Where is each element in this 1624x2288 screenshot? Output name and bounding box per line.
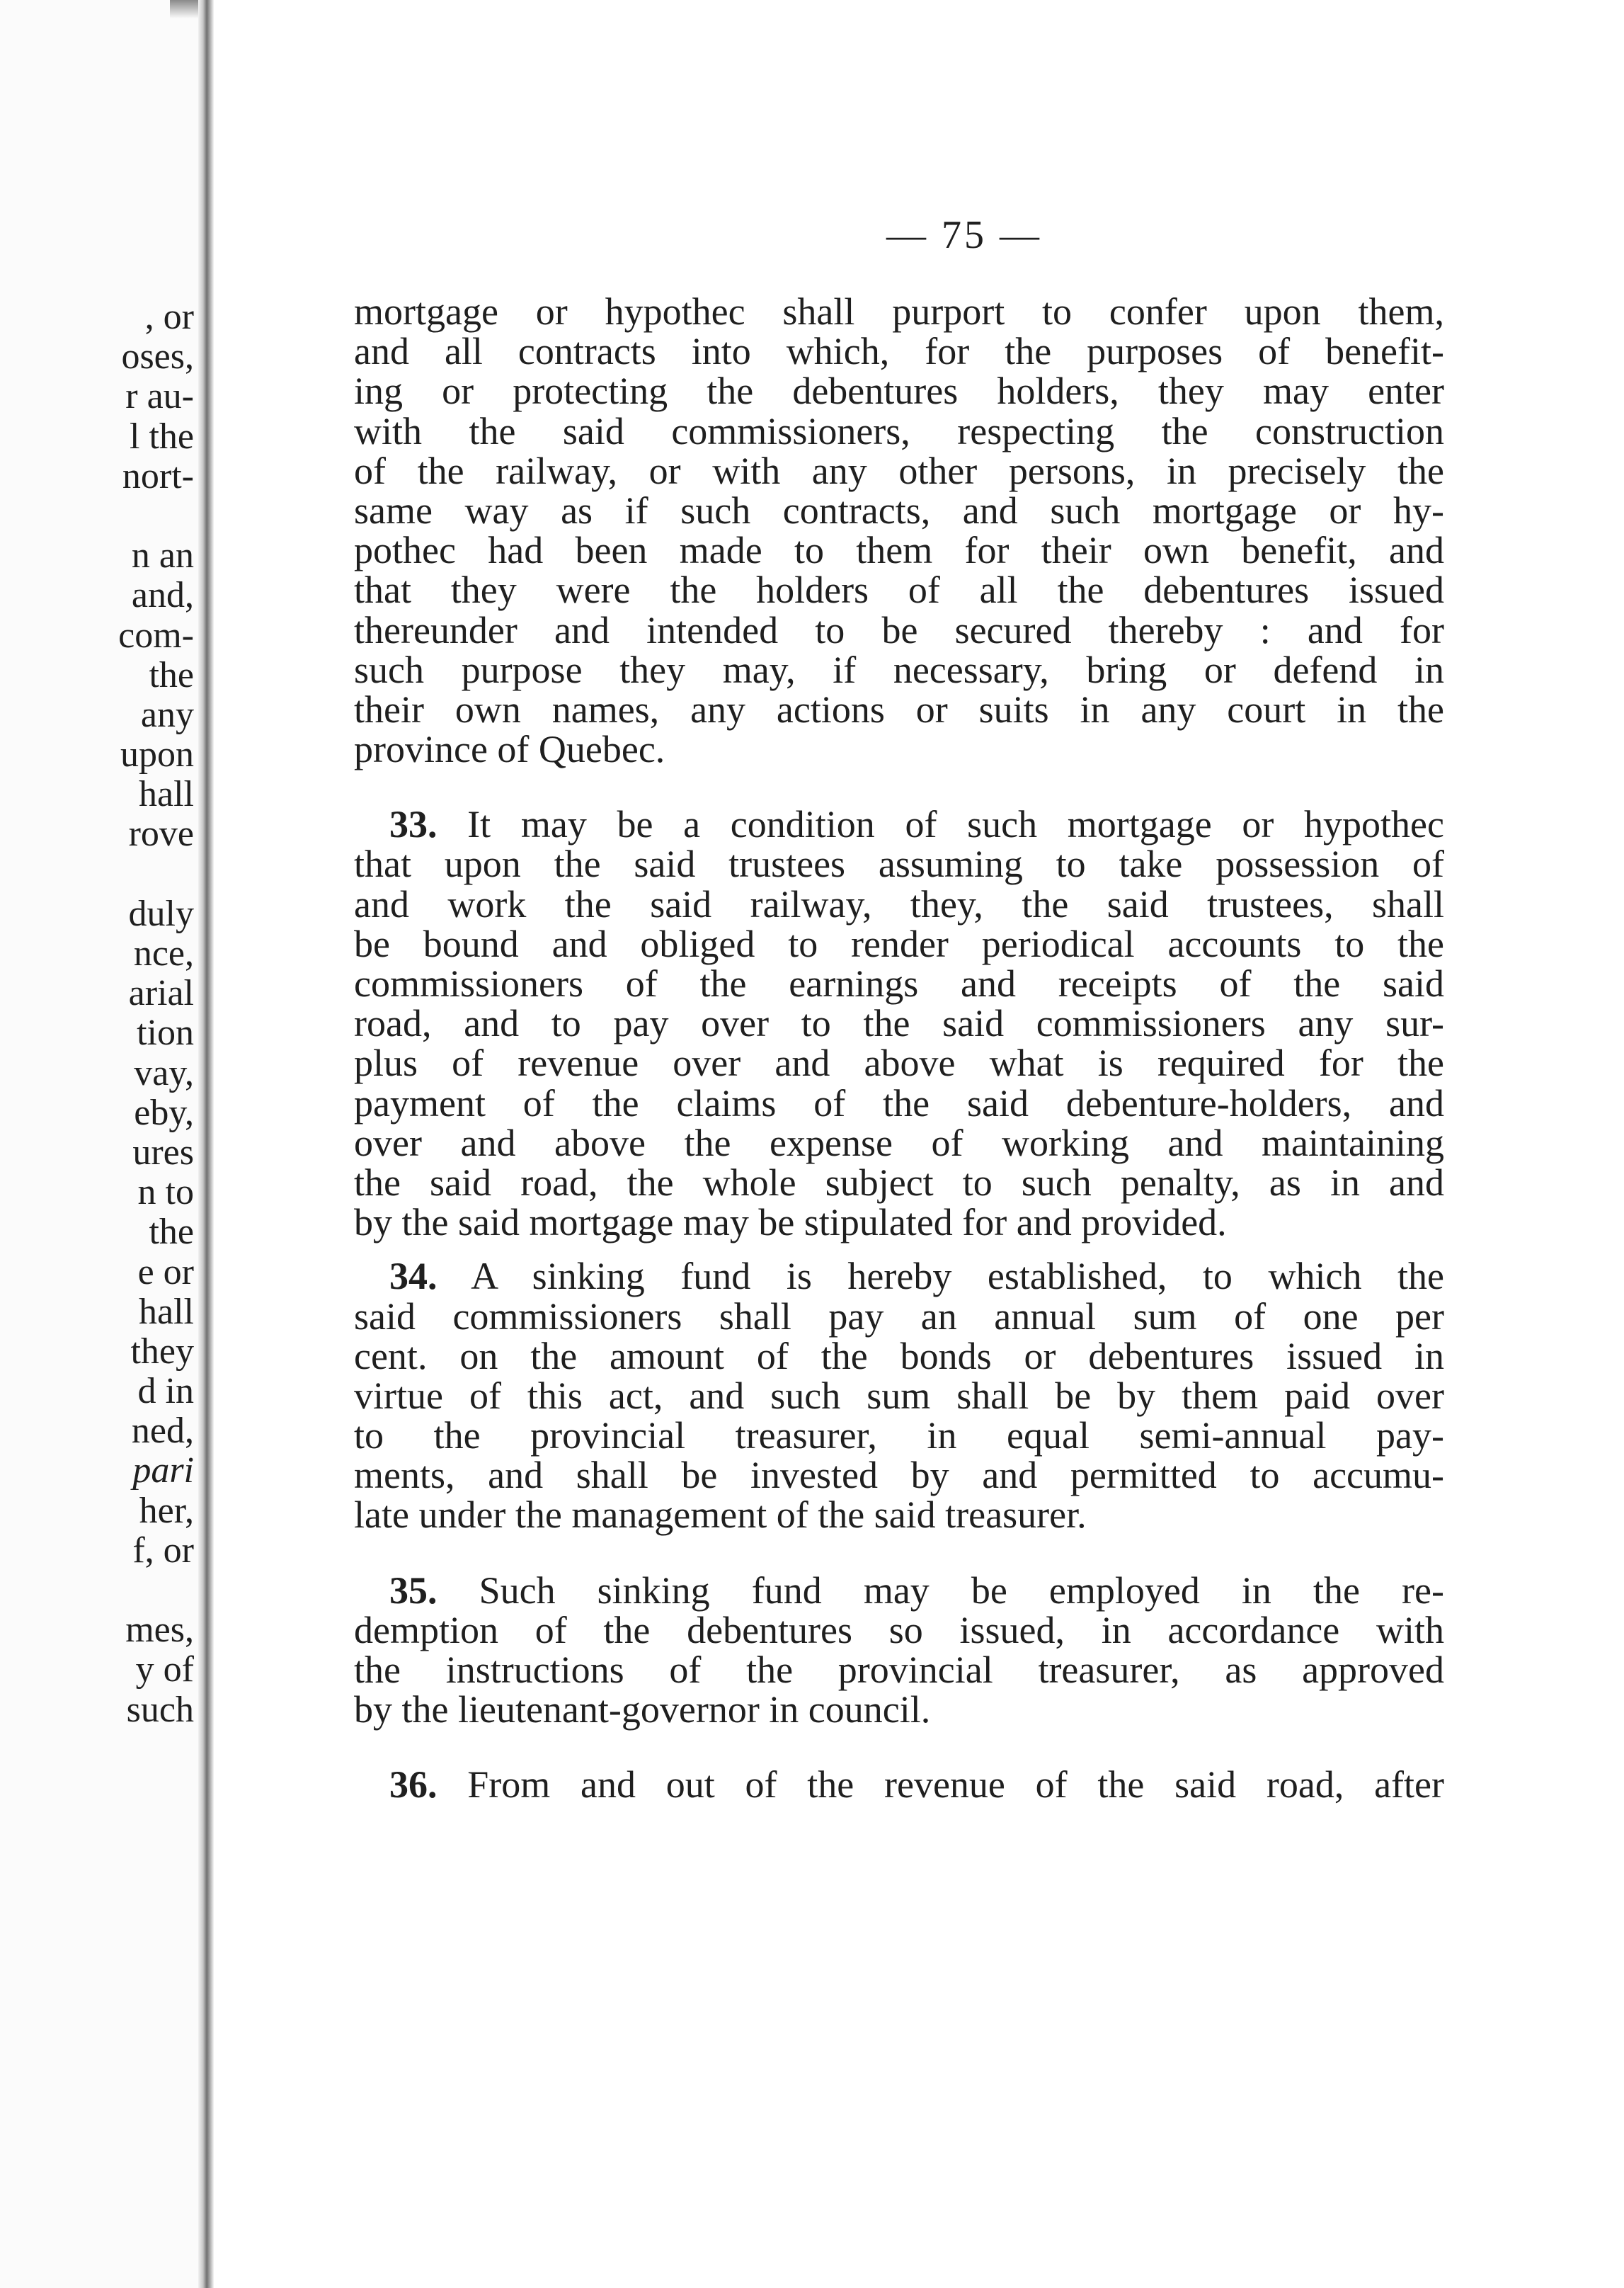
text-line: over and above the expense of working and maintaining <box>354 1121 1444 1164</box>
right-page <box>214 0 1624 2288</box>
text-line: same way as if such contracts, and such mortgage or hy- <box>354 489 1444 532</box>
left-page-line: f, or <box>132 1530 194 1571</box>
left-page-line <box>3 1571 194 1610</box>
left-page-line: oses, <box>121 336 194 377</box>
page-text <box>354 292 1444 1805</box>
section-36-first-line: 36. From and out of the revenue of the said road, after <box>389 1763 1444 1806</box>
left-page-line: e or <box>137 1251 194 1292</box>
text-line: pothec had been made to them for their own benefit, and <box>354 529 1444 572</box>
left-page-line <box>3 496 194 536</box>
text-line: demption of the debentures so issued, in accordance with <box>354 1608 1444 1651</box>
left-page-line: pari <box>132 1450 194 1491</box>
left-page-line: eby, <box>134 1092 194 1133</box>
left-page-line: and, <box>131 575 194 616</box>
text-line: that upon the said trustees assuming to take possession of <box>354 843 1444 886</box>
left-page-line: the <box>149 654 194 695</box>
left-page-line: r au- <box>125 376 194 417</box>
text-line: their own names, any actions or suits in any court in the <box>354 688 1444 731</box>
book-spine <box>198 0 214 2288</box>
left-page-line: duly <box>128 893 194 934</box>
text-line: such purpose they may, if necessary, bring or defend in <box>354 648 1444 691</box>
text-line: by the said mortgage may be stipulated for and provided. <box>354 1201 1227 1244</box>
section-35 <box>354 1571 1444 1730</box>
text-line: virtue of this act, and such sum shall be by them paid over <box>354 1374 1444 1417</box>
text-line: by the lieutenant-governor in council. <box>354 1688 931 1731</box>
section-number: 33. <box>389 803 438 846</box>
text-line: and all contracts into which, for the purposes of benefit- <box>354 330 1444 373</box>
text-line: ing or protecting the debentures holders, they may enter <box>354 370 1444 413</box>
left-page-line: ned, <box>131 1411 194 1452</box>
text-line: of the railway, or with any other persons, in precisely the <box>354 449 1444 492</box>
left-page-line: vay, <box>134 1052 194 1093</box>
text-line: be bound and obliged to render periodical accounts to the <box>354 922 1444 965</box>
left-page-line: hall <box>139 1291 194 1332</box>
left-page-line: n to <box>137 1172 194 1213</box>
text-line: with the said commissioners, respecting the construction <box>354 409 1444 453</box>
left-page-line: upon <box>120 734 194 775</box>
left-page-line: l the <box>130 416 194 457</box>
left-page-text <box>3 297 194 1730</box>
text-line: payment of the claims of the said debenture-holders, and <box>354 1081 1444 1125</box>
text-line: plus of revenue over and above what is required for the <box>354 1042 1444 1085</box>
left-page-line: ures <box>132 1132 194 1173</box>
section-35-first-line: 35. Such sinking fund may be employed in the re- <box>389 1569 1444 1612</box>
left-page-line: nce, <box>133 933 194 974</box>
section-34-first-line: 34. A sinking fund is hereby established, to which the <box>389 1255 1444 1298</box>
left-page-line: nort- <box>122 455 194 496</box>
left-page-line: her, <box>139 1490 194 1531</box>
text-line: road, and to pay over to the said commissioners any sur- <box>354 1002 1444 1045</box>
left-page-line: they <box>130 1331 194 1372</box>
text-line: thereunder and intended to be secured thereby : and for <box>354 608 1444 651</box>
page-number: — 75 — <box>886 213 1042 257</box>
left-page-line: any <box>140 694 194 735</box>
left-page-line: n an <box>131 535 194 576</box>
left-page-line: y of <box>135 1649 194 1690</box>
left-page-line: , or <box>144 297 194 337</box>
left-page-line: rove <box>128 814 194 855</box>
text-line: commissioners of the earnings and receipts of the said <box>354 962 1444 1005</box>
left-page-line <box>3 855 194 894</box>
left-page-line: com- <box>118 615 194 656</box>
continued-paragraph <box>354 292 1444 769</box>
left-page-line: such <box>126 1689 194 1730</box>
left-page-line: tion <box>137 1013 194 1054</box>
section-36 <box>354 1765 1444 1804</box>
text-line: province of Quebec. <box>354 728 665 771</box>
left-page-line: hall <box>139 774 194 815</box>
text-line: to the provincial treasurer, in equal semi-annual pay- <box>354 1414 1444 1457</box>
text-line: that they were the holders of all the debentures issued <box>354 569 1444 612</box>
left-page-line: mes, <box>125 1610 194 1651</box>
text-line: cent. on the amount of the bonds or debentures issued in <box>354 1334 1444 1377</box>
text-line: the instructions of the provincial treasurer, as approved <box>354 1649 1444 1691</box>
text-line: the said road, the whole subject to such penalty, as in and <box>354 1161 1444 1204</box>
section-33 <box>354 804 1444 1242</box>
left-page-line: arial <box>128 973 194 1014</box>
left-page-edge <box>0 0 200 2288</box>
text-line: late under the management of the said treasurer. <box>354 1493 1087 1537</box>
text-line: mortgage or hypothec shall purport to confer upon them, <box>354 290 1444 333</box>
text-line: ments, and shall be invested by and permitted to accumu- <box>354 1454 1444 1497</box>
section-number: 35. <box>389 1569 438 1612</box>
left-page-line: d in <box>137 1371 194 1412</box>
left-page-line: the <box>149 1212 194 1253</box>
text-line: and work the said railway, they, the said trustees, shall <box>354 882 1444 926</box>
section-number: 36. <box>389 1763 438 1806</box>
section-34 <box>354 1256 1444 1535</box>
section-33-first-line: 33. It may be a condition of such mortgage or hypothec <box>389 803 1444 846</box>
section-number: 34. <box>389 1255 438 1298</box>
text-line: said commissioners shall pay an annual sum of one per <box>354 1294 1444 1338</box>
